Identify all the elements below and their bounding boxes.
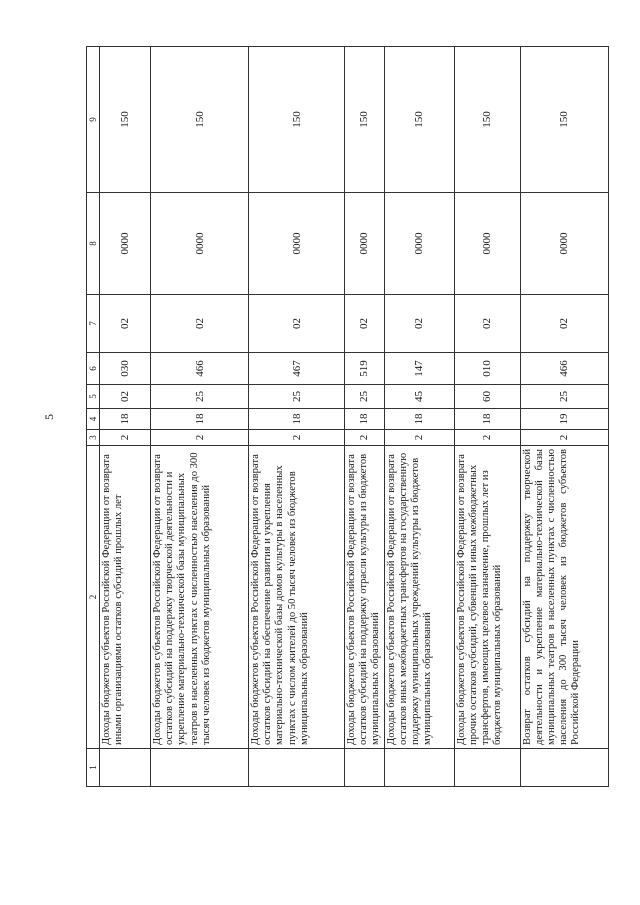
cell-c3: 2 — [454, 430, 520, 446]
cell-c5: 02 — [100, 385, 151, 409]
col-header-4: 4 — [87, 409, 100, 430]
cell-c6: 030 — [100, 353, 151, 385]
cell-c5: 25 — [345, 385, 385, 409]
cell-c3: 2 — [520, 430, 608, 446]
cell-c4: 18 — [151, 409, 249, 430]
cell-c1 — [384, 749, 454, 787]
table-row — [249, 47, 345, 787]
cell-c3: 2 — [151, 430, 249, 446]
cell-description: Доходы бюджетов субъектов Российской Федерации от возврата остатков иных межбюджетных трансфертов на государственную поддержку муниципальных учреждений культуры из бюджетов муниципальных образований — [384, 446, 454, 749]
cell-c8: 0000 — [249, 193, 345, 295]
header-row — [87, 47, 100, 787]
cell-description: Доходы бюджетов субъектов Российской Федерации от возврата остатков субсидий на поддержку творческой деятельности и укрепление материально-технической базы муниципальных театров в населенных пунктах с численностью населения до 300 тысяч человек из бюджетов муниципальных образований — [151, 446, 249, 749]
cell-c7: 02 — [249, 295, 345, 353]
cell-c9: 150 — [345, 47, 385, 193]
cell-c1 — [249, 749, 345, 787]
cell-c3: 2 — [249, 430, 345, 446]
table-row — [454, 47, 520, 787]
col-header-2: 2 — [87, 446, 100, 749]
col-header-1: 1 — [87, 749, 100, 787]
col-header-6: 6 — [87, 353, 100, 385]
cell-c7: 02 — [100, 295, 151, 353]
cell-c8: 0000 — [345, 193, 385, 295]
cell-c7: 02 — [520, 295, 608, 353]
table-row — [384, 47, 454, 787]
cell-c4: 18 — [100, 409, 151, 430]
cell-c4: 18 — [454, 409, 520, 430]
table-row — [520, 47, 608, 787]
cell-c5: 25 — [520, 385, 608, 409]
cell-description: Возврат остатков субсидий на поддержку творческой деятельности и укрепление материально-технической базы муниципальных театров в населенных пунктах с численностью населения до 300 тысяч человек из бюджетов субъектов Российской Федерации — [520, 446, 608, 749]
cell-c8: 0000 — [520, 193, 608, 295]
cell-c6: 466 — [151, 353, 249, 385]
cell-c9: 150 — [151, 47, 249, 193]
cell-c5: 25 — [151, 385, 249, 409]
cell-c6: 467 — [249, 353, 345, 385]
col-header-9: 9 — [87, 47, 100, 193]
col-header-7: 7 — [87, 295, 100, 353]
cell-description: Доходы бюджетов субъектов Российской Федерации от возврата прочих остатков субсидий, субвенций и иных межбюджетных трансфертов, имеющих целевое назначение, прошлых лет из бюджетов муниципальных образований — [454, 446, 520, 749]
cell-c3: 2 — [384, 430, 454, 446]
cell-c4: 19 — [520, 409, 608, 430]
cell-c7: 02 — [151, 295, 249, 353]
cell-c1 — [345, 749, 385, 787]
cell-c8: 0000 — [151, 193, 249, 295]
cell-c4: 18 — [345, 409, 385, 430]
cell-c1 — [454, 749, 520, 787]
col-header-8: 8 — [87, 193, 100, 295]
cell-c5: 60 — [454, 385, 520, 409]
cell-c3: 2 — [100, 430, 151, 446]
cell-c4: 18 — [384, 409, 454, 430]
cell-c5: 45 — [384, 385, 454, 409]
cell-description: Доходы бюджетов субъектов Российской Федерации от возврата остатков субсидий на поддержку отрасли культуры из бюджетов муниципальных образований — [345, 446, 385, 749]
cell-c9: 150 — [454, 47, 520, 193]
cell-c9: 150 — [384, 47, 454, 193]
col-header-3: 3 — [87, 430, 100, 446]
cell-c7: 02 — [454, 295, 520, 353]
budget-codes-table — [86, 46, 609, 787]
page-number: 5 — [42, 414, 56, 420]
cell-c6: 466 — [520, 353, 608, 385]
table-row — [151, 47, 249, 787]
rotated-page — [42, 47, 606, 787]
cell-description: Доходы бюджетов субъектов Российской Федерации от возврата иными организациями остатков субсидий прошлых лет — [100, 446, 151, 749]
cell-c1 — [100, 749, 151, 787]
cell-c5: 25 — [249, 385, 345, 409]
cell-c8: 0000 — [384, 193, 454, 295]
cell-c1 — [151, 749, 249, 787]
cell-c6: 147 — [384, 353, 454, 385]
cell-c9: 150 — [249, 47, 345, 193]
cell-c8: 0000 — [100, 193, 151, 295]
cell-c6: 519 — [345, 353, 385, 385]
cell-c7: 02 — [345, 295, 385, 353]
table-row — [345, 47, 385, 787]
cell-c6: 010 — [454, 353, 520, 385]
cell-c3: 2 — [345, 430, 385, 446]
table-row — [100, 47, 151, 787]
cell-c9: 150 — [100, 47, 151, 193]
cell-c9: 150 — [520, 47, 608, 193]
cell-c1 — [520, 749, 608, 787]
cell-c7: 02 — [384, 295, 454, 353]
cell-c8: 0000 — [454, 193, 520, 295]
col-header-5: 5 — [87, 385, 100, 409]
cell-description: Доходы бюджетов субъектов Российской Федерации от возврата остатков субсидий на обеспечение развития и укрепления материально-технической базы домов культуры в населенных пунктах с числом жителей до 50 тысяч человек из бюджетов муниципальных образований — [249, 446, 345, 749]
cell-c4: 18 — [249, 409, 345, 430]
